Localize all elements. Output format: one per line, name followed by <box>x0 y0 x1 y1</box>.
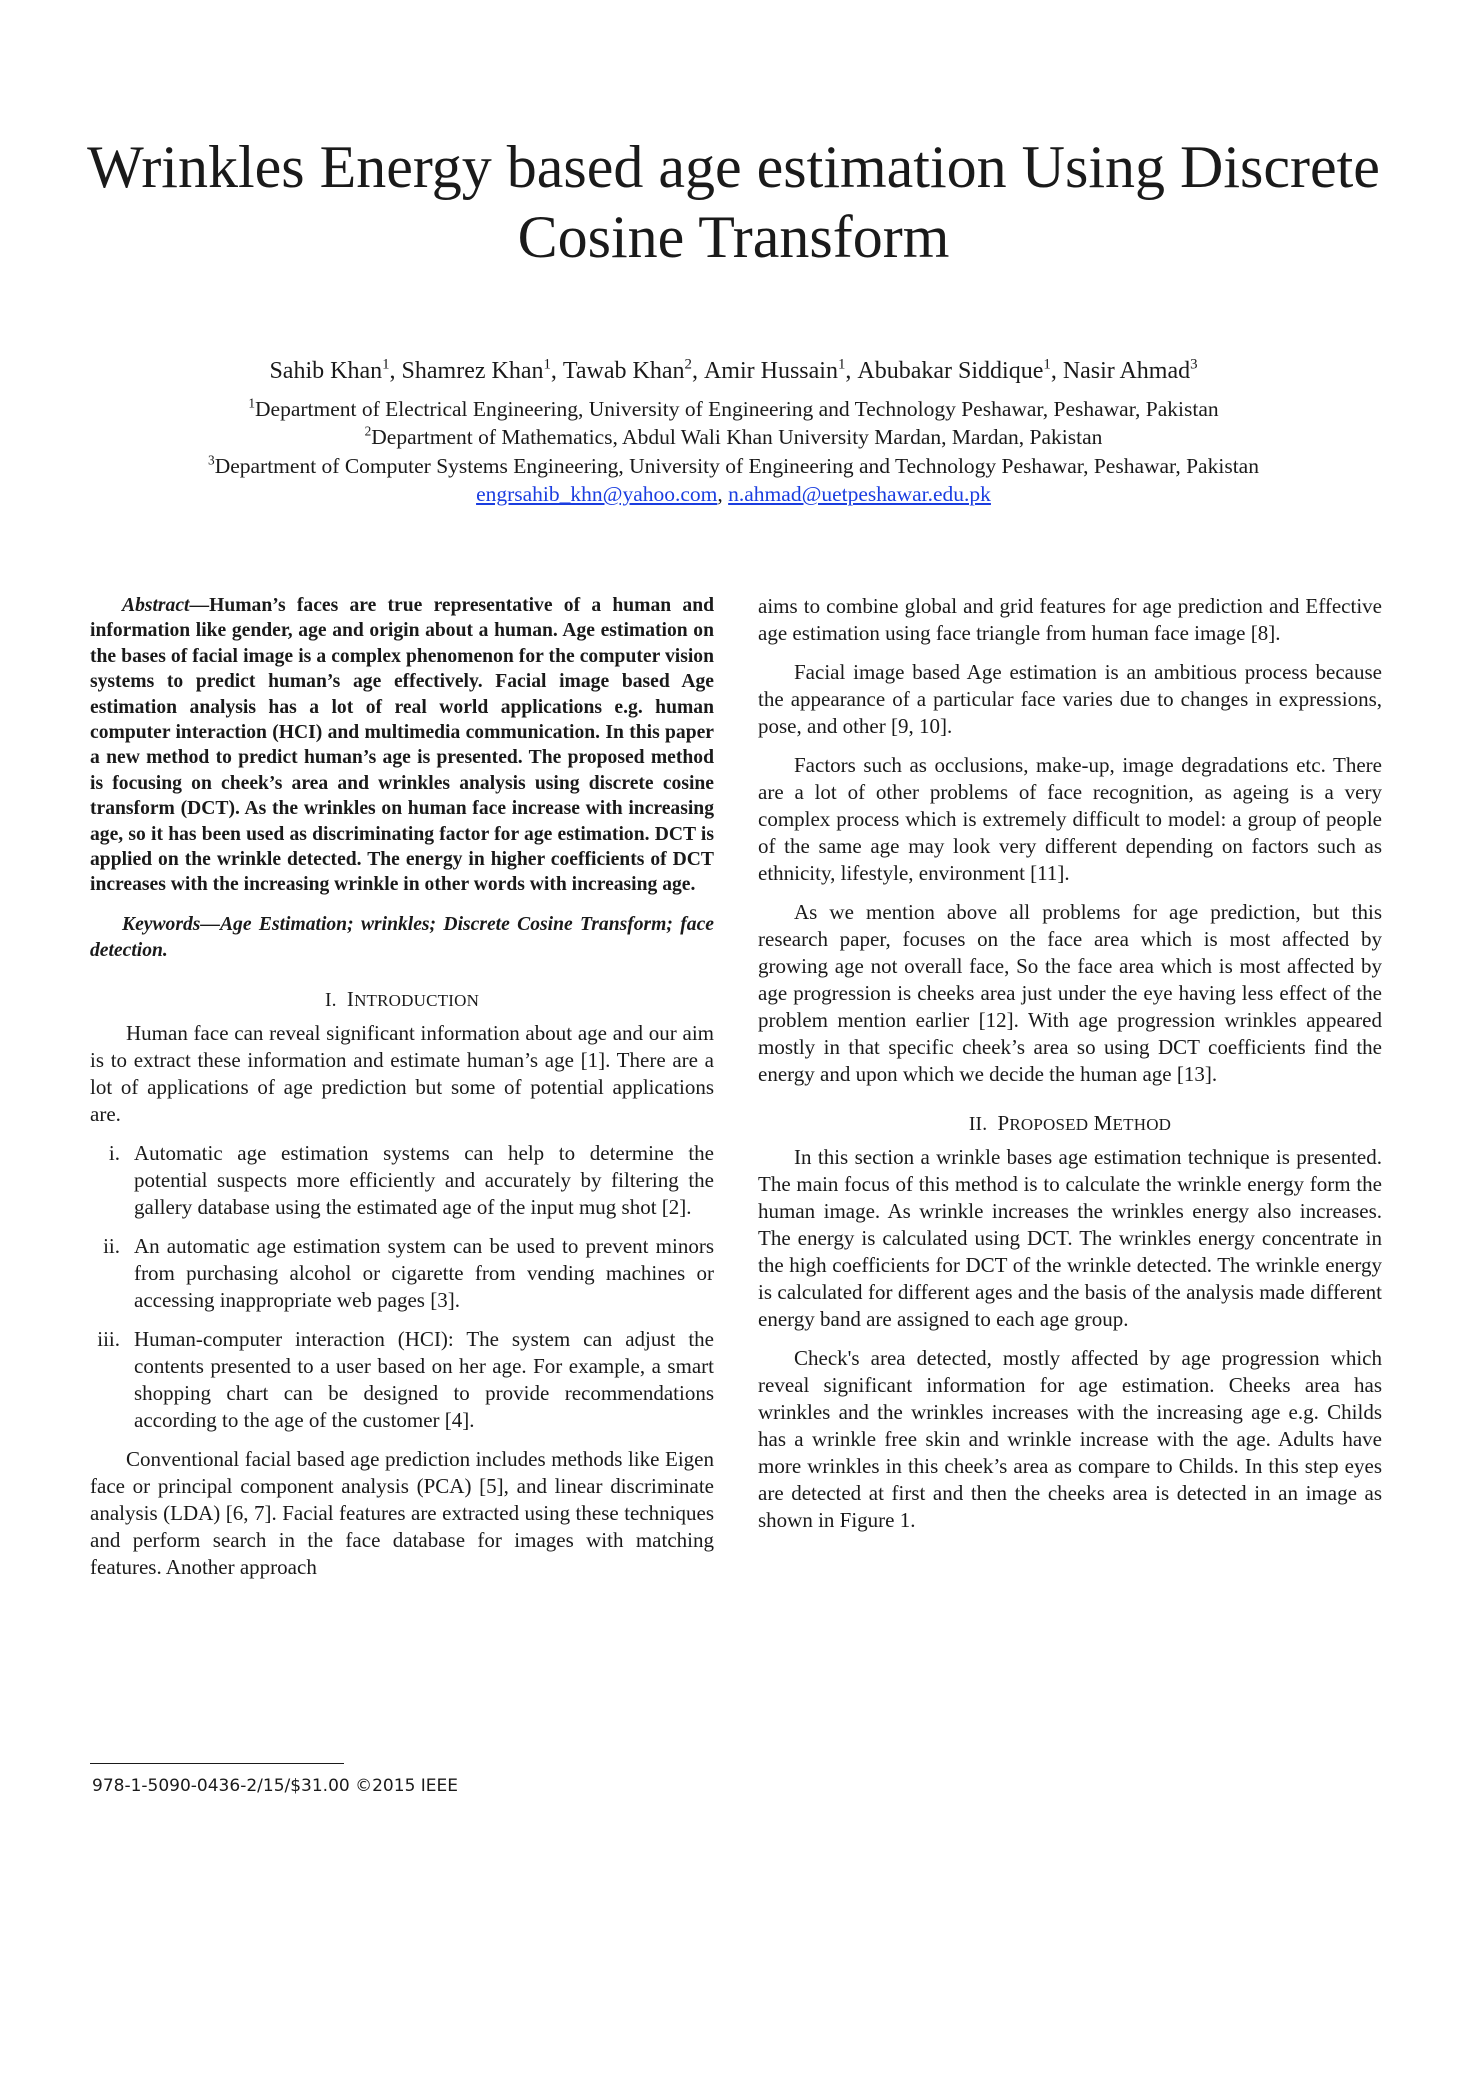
email-link-1[interactable]: engrsahib_khn@yahoo.com <box>476 482 718 506</box>
method-paragraph-1: In this section a wrinkle bases age estimation technique is presented. The main focus of this method is to calculate the wrinkle energy form the human image. As wrinkle increases the wrinkles energy also increases. The energy is calculated using DCT. The wrinkles energy concentrate in the high coefficients for DCT of the wrinkle detected. The wrinkle energy is calculated for different ages and the basis of the analysis made different energy band are assigned to each age group. <box>758 1145 1382 1331</box>
section-heading-introduction: I. INTRODUCTION <box>324 986 480 1011</box>
copyright-footnote: 978-1-5090-0436-2/15/$31.00 ©2015 IEEE <box>92 1776 459 1796</box>
left-column <box>90 593 714 1593</box>
list-item: iii. Human-computer interaction (HCI): The system can adjust the contents presented to a user based on her age. For example, a smart shopping chart can be designed to provide recommendations according to the age of the customer [4]. <box>97 1326 714 1432</box>
author: Tawab Khan$^2$, <box>562 356 704 384</box>
email-link-2[interactable]: n.ahmad@uetpeshawar.edu.pk <box>728 482 991 506</box>
section-heading-proposed-method: II. PROPOSED METHOD <box>968 1111 1172 1135</box>
method-paragraph-2: Check's area detected, mostly affected by age progression which reveal significant information for age estimation. Cheeks area has wrinkles and the wrinkles increases with the increasing age e.g. Childs has a wrinkle free skin and wrinkle increase with the age. Adults have more wrinkles in this cheek’s area as compare to Childs. In this step eyes are detected at first and then the cheeks area is detected in an image as shown in Figure 1. <box>758 1346 1382 1532</box>
list-item: i. Automatic age estimation systems can help to determine the potential suspects more efficiently and accurately by filtering the gallery database using the estimated age of the input mug shot [2]. <box>108 1140 714 1219</box>
applications-list <box>90 1140 714 1434</box>
title-line-2: Cosine Transform <box>517 204 950 270</box>
author: Amir Hussain$^1$, <box>703 356 858 384</box>
footnote-divider <box>90 1763 344 1764</box>
author: Shamrez Khan$^1$, <box>401 356 563 384</box>
paper-title <box>60 132 1407 272</box>
affiliation-2: $^2$Department of Mathematics, Abdul Wali Khan University Mardan, Mardan, Pakistan <box>364 423 1103 449</box>
author: Abubakar Siddique$^1$, <box>857 356 1063 384</box>
author-list <box>0 356 1467 386</box>
list-item: ii. An automatic age estimation system can be used to prevent minors from purchasing alcohol or cigarette from vending machines or accessing inappropriate web pages [3]. <box>103 1233 714 1312</box>
affiliation-1: $^1$Department of Electrical Engineering, University of Engineering and Technology Peshawar, Peshawar, Pakistan <box>248 395 1219 421</box>
title-line-1: Wrinkles Energy based age estimation Using Discrete <box>87 134 1380 200</box>
author: Sahib Khan$^1$, <box>269 356 402 384</box>
affiliation-3: $^3$Department of Computer Systems Engineering, University of Engineering and Technology Peshawar, Peshawar, Pakistan <box>208 452 1259 478</box>
keywords: Keywords—Age Estimation; wrinkles; Discrete Cosine Transform; face detection. <box>90 913 714 961</box>
factors-paragraph: Factors such as occlusions, make-up, image degradations etc. There are a lot of other problems of face recognition, as ageing is a very complex process which is extremely difficult to model: a group of people of the same age may look very different depending on factors such as ethnicity, lifestyle, environment [11]. <box>758 753 1382 885</box>
conventional-methods-paragraph: Conventional facial based age prediction includes methods like Eigen face or principal component analysis (PCA) [5], and linear discriminate analysis (LDA) [6, 7]. Facial features are extracted using these techniques and perform search in the face database for images with matching features. Another approach <box>90 1446 714 1579</box>
right-column <box>758 593 1382 1546</box>
intro-paragraph: Human face can reveal significant information about age and our aim is to extract these information and estimate human’s age [1]. There are a lot of applications of age prediction but some of potential applications are. <box>90 1020 714 1126</box>
continued-paragraph: aims to combine global and grid features for age prediction and Effective age estimation using face triangle from human face image [8]. <box>758 594 1382 645</box>
problem-focus-paragraph: As we mention above all problems for age prediction, but this research paper, focuses on the face area which is most affected by growing age not overall face, So the face area which is most affected by age progression is cheeks area just under the eye having less effect of the problem mention earlier [12]. With age progression wrinkles appeared mostly in that specific cheek’s area so using DCT coefficients find the energy and upon which we decide the human age [13]. <box>758 900 1382 1086</box>
author: Nasir Ahmad$^3$ <box>1062 356 1198 384</box>
ambitious-process-paragraph: Facial image based Age estimation is an ambitious process because the appearance of a particular face varies due to changes in expressions, pose, and other [9, 10]. <box>758 660 1382 738</box>
abstract: Abstract—Human’s faces are true representative of a human and information like gender, age and origin about a human. Age estimation on the bases of facial image is a complex phenomenon for the computer vision systems to predict human’s age effectively. Facial image based Age estimation analysis has a lot of real world applications e.g. human computer interaction (HCI) and multimedia communication. In this paper a new method to predict human’s age is presented. The proposed method is focusing on cheek’s area and wrinkles analysis using discrete cosine transform (DCT). As the wrinkles on human face increase with increasing age, so it has been used as discriminating factor for age estimation. DCT is applied on the wrinkle detected. The energy in higher coefficients of DCT increases with the increasing wrinkle in other words with increasing age. <box>90 595 714 896</box>
author-emails: engrsahib_khn@yahoo.com, n.ahmad@uetpeshawar.edu.pk <box>476 482 991 506</box>
